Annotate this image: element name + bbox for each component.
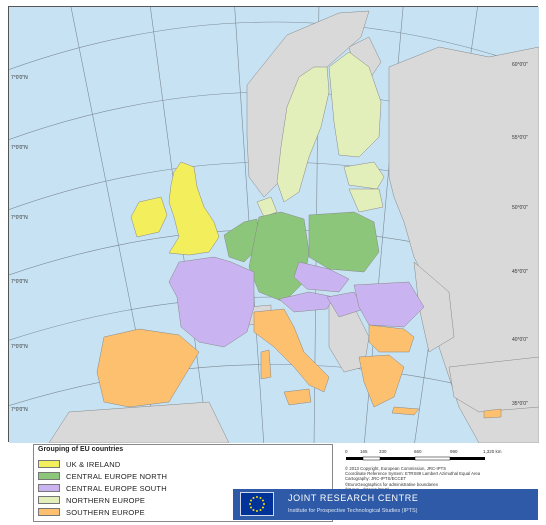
lat-label-left-4: 7°0'0"N: [11, 279, 28, 285]
map-frame: [8, 6, 538, 442]
scale-bar-graphic: [345, 456, 505, 461]
legend-item-central-north: [38, 471, 167, 481]
legend-label-central-south: CENTRAL EUROPE SOUTH: [66, 483, 167, 493]
jrc-title: JOINT RESEARCH CENTRE: [288, 493, 419, 503]
jrc-subtitle: Institute for Prospective Technological Studies (IPTS): [288, 508, 418, 514]
legend-label-southern: SOUTHERN EUROPE: [66, 507, 145, 517]
credit-line-crs: Coordinate Reference System: ETRS89 Lambert Azimuthal Equal Area: [345, 471, 481, 477]
lat-label-left-6: 7°0'0"N: [11, 407, 28, 413]
credit-line-cartography: Cartography: JRC-IPTS/ECCET: [345, 476, 407, 482]
lat-label-left-1: 7°0'0"N: [11, 75, 28, 81]
swatch-southern-icon: [38, 508, 60, 516]
lat-label-right-3: 50°0'0": [512, 205, 528, 211]
lat-label-left-5: 7°0'0"N: [11, 344, 28, 350]
lat-label-right-6: 35°0'0": [512, 401, 528, 407]
credit-line-copyright: © 2013 Copyright, European Commission, JRC-IPTS: [345, 466, 447, 471]
scale-tick-5: 1,320 km: [483, 449, 502, 454]
europe-map: [9, 7, 539, 443]
scale-tick-2: 330: [379, 449, 387, 454]
swatch-northern-icon: [38, 496, 60, 504]
poland: [309, 212, 379, 272]
lat-label-left-2: 7°0'0"N: [11, 145, 28, 151]
sicily: [284, 389, 311, 405]
legend-item-uk-ireland: [38, 459, 121, 469]
scale-tick-0: 0: [345, 449, 348, 454]
legend-item-northern: [38, 495, 145, 505]
swatch-central-south-icon: [38, 484, 60, 492]
lat-label-right-4: 45°0'0": [512, 269, 528, 275]
legend-label-northern: NORTHERN EUROPE: [66, 495, 146, 505]
legend-item-central-south: [38, 483, 167, 493]
legend-label-uk-ireland: UK & IRELAND: [66, 459, 121, 469]
swatch-central-north-icon: [38, 472, 60, 480]
jrc-banner: [233, 489, 538, 520]
scale-tick-4: 990: [450, 449, 458, 454]
legend-label-central-north: CENTRAL EUROPE NORTH: [66, 471, 168, 481]
lat-label-right-1: 60°0'0": [512, 62, 528, 68]
legend-item-southern: [38, 507, 145, 517]
lat-label-right-2: 55°0'0": [512, 135, 528, 141]
scale-tick-3: 660: [414, 449, 422, 454]
lat-label-left-3: 7°0'0"N: [11, 215, 28, 221]
swatch-uk-ireland-icon: [38, 460, 60, 468]
credit-line-eurogeographics: ©EuroGeographics for administrative boundaries: [345, 481, 438, 487]
eu-flag-icon: [240, 492, 274, 516]
lat-label-right-5: 40°0'0": [512, 337, 528, 343]
legend-title: Grouping of EU countries: [38, 446, 124, 453]
sardinia: [261, 350, 271, 379]
scale-tick-1: 165: [360, 449, 368, 454]
